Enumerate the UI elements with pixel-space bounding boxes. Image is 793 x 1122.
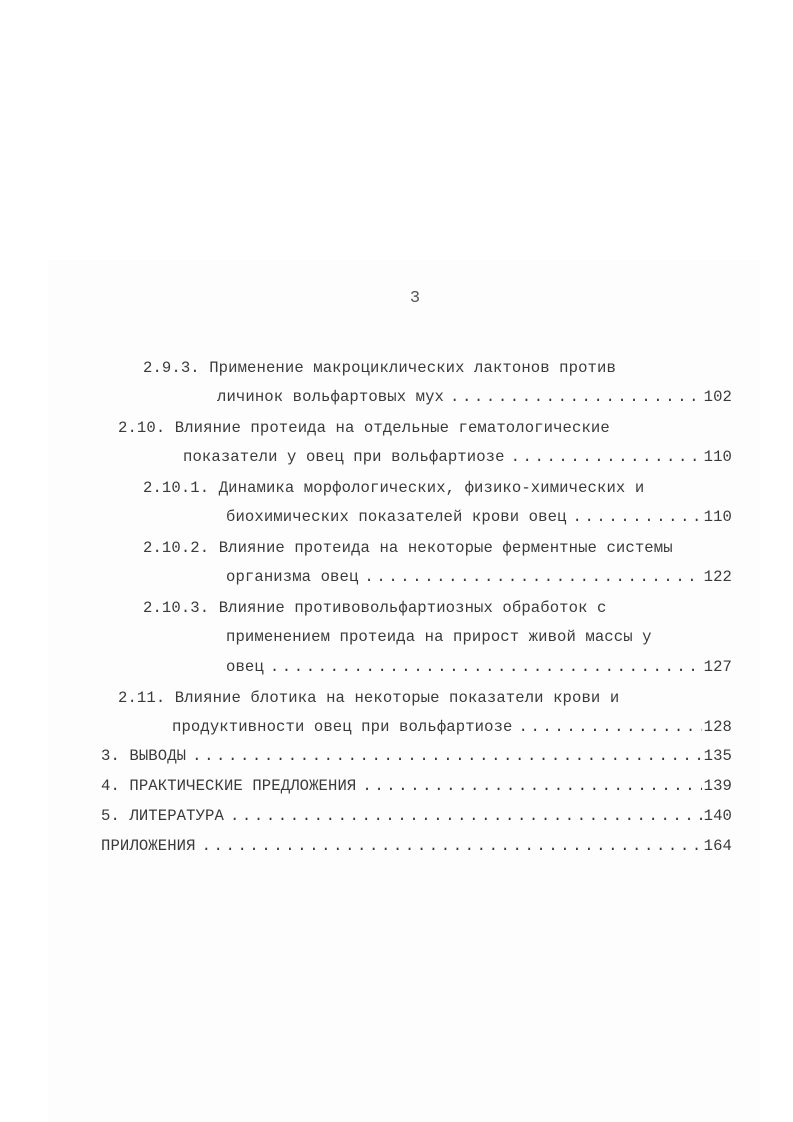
toc-page-number: 110 bbox=[703, 448, 732, 466]
toc-entry-title-continued: применением протеида на прирост живой массы у bbox=[226, 628, 652, 646]
toc-page-number: 135 bbox=[703, 747, 732, 765]
toc-entry-title-continued: биохимических показателей крови овец bbox=[226, 508, 567, 526]
toc-entry-number: 2.10.1. bbox=[143, 479, 210, 497]
toc-entry-title: ЛИТЕРАТУРА bbox=[129, 807, 224, 825]
toc-entry-title: Динамика морфологических, физико-химических и bbox=[218, 479, 645, 497]
toc-entry-title-continued: показатели у овец при вольфартиозе bbox=[183, 448, 505, 466]
toc-entry-2-10-1-line2[interactable] bbox=[226, 507, 732, 527]
toc-page-number: 164 bbox=[703, 837, 732, 855]
toc-entry-2-10-line1 bbox=[118, 418, 610, 438]
toc-entry-2-11-line1 bbox=[118, 688, 619, 708]
toc-entry-2-10-line2[interactable] bbox=[183, 447, 732, 467]
toc-entry-title-continued: продуктивности овец при вольфартиозе bbox=[172, 718, 513, 736]
toc-entry-title-continued: личинок вольфартовых мух bbox=[217, 388, 444, 406]
toc-entry-title: Влияние протеида на отдельные гематологические bbox=[174, 419, 610, 437]
toc-entry-title: Применение макроциклических лактонов против bbox=[209, 359, 616, 377]
toc-entry-2-11-line2[interactable] bbox=[172, 717, 732, 737]
toc-entry-appendices[interactable] bbox=[101, 836, 732, 856]
dot-leader bbox=[518, 717, 701, 737]
toc-page-number: 139 bbox=[703, 777, 732, 795]
page-number: 3 bbox=[409, 289, 421, 308]
toc-entry-title-continued: овец bbox=[226, 658, 264, 676]
dot-leader bbox=[270, 657, 702, 677]
toc-entry-5-literature[interactable] bbox=[101, 806, 732, 826]
toc-page-number: 102 bbox=[703, 388, 732, 406]
toc-entry-2-9-3-line1 bbox=[143, 358, 616, 378]
dot-leader bbox=[230, 806, 702, 826]
toc-entry-number: 2.10.2. bbox=[143, 539, 210, 557]
dot-leader bbox=[450, 387, 702, 407]
toc-entry-2-9-3-line2[interactable] bbox=[217, 387, 732, 407]
dot-leader bbox=[192, 746, 701, 766]
toc-entry-title: Влияние противовольфартиозных обработок с bbox=[218, 599, 607, 617]
toc-entry-2-10-1-line1 bbox=[143, 478, 644, 498]
dot-leader bbox=[572, 507, 701, 527]
toc-entry-title: Влияние блотика на некоторые показатели крови и bbox=[174, 689, 620, 707]
toc-page-number: 122 bbox=[703, 568, 732, 586]
dot-leader bbox=[364, 567, 701, 587]
toc-page-number: 110 bbox=[703, 508, 732, 526]
toc-entry-title: ПРИЛОЖЕНИЯ bbox=[101, 837, 196, 855]
toc-entry-2-10-2-line2[interactable] bbox=[226, 567, 732, 587]
toc-entry-2-10-3-line2 bbox=[226, 627, 652, 647]
toc-entry-number: 2.10. bbox=[118, 419, 166, 437]
toc-entry-number: 2.9.3. bbox=[143, 359, 200, 377]
toc-entry-number: 2.10.3. bbox=[143, 599, 210, 617]
toc-entry-number: 5. bbox=[101, 807, 120, 825]
dot-leader bbox=[362, 776, 701, 796]
toc-entry-number: 2.11. bbox=[118, 689, 166, 707]
toc-page-number: 128 bbox=[703, 718, 732, 736]
toc-entry-title: ВЫВОДЫ bbox=[129, 747, 187, 765]
toc-entry-2-10-3-line1 bbox=[143, 598, 606, 618]
toc-entry-4-practical-proposals[interactable] bbox=[101, 776, 732, 796]
toc-entry-number: 4. bbox=[101, 777, 120, 795]
toc-entry-3-conclusions[interactable] bbox=[101, 746, 732, 766]
toc-entry-title-continued: организма овец bbox=[226, 568, 359, 586]
toc-entry-2-10-3-line3[interactable] bbox=[226, 657, 732, 677]
toc-entry-title: Влияние протеида на некоторые ферментные системы bbox=[218, 539, 673, 557]
toc-page-number: 127 bbox=[703, 658, 732, 676]
dot-leader bbox=[202, 836, 702, 856]
toc-entry-title: ПРАКТИЧЕСКИЕ ПРЕДЛОЖЕНИЯ bbox=[129, 777, 357, 795]
toc-page-number: 140 bbox=[703, 807, 732, 825]
toc-entry-number: 3. bbox=[101, 747, 120, 765]
dot-leader bbox=[511, 447, 702, 467]
toc-entry-2-10-2-line1 bbox=[143, 538, 673, 558]
